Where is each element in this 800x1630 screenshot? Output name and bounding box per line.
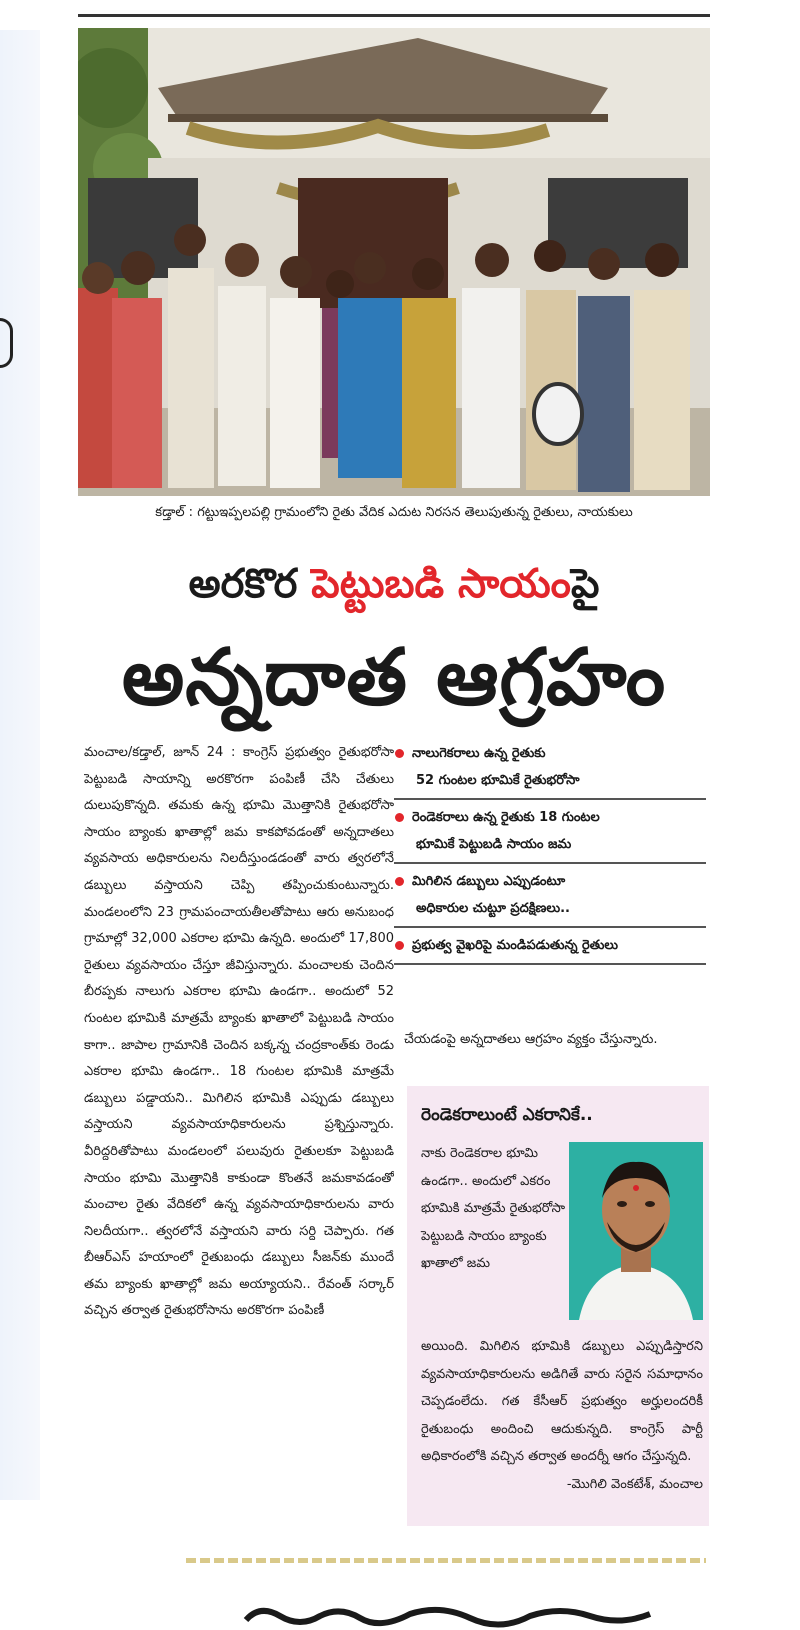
headline-main: అన్నదాత ఆగ్రహం bbox=[121, 633, 667, 723]
quote-box-title: రెండెకరాలుంటే ఎకరానికే.. bbox=[421, 1105, 593, 1125]
adjacent-page-fragment bbox=[0, 318, 13, 368]
highlight-line: అధికారుల చుట్టూ ప్రదక్షిణలు.. bbox=[416, 901, 570, 916]
highlight-divider bbox=[394, 926, 706, 928]
highlight-divider bbox=[394, 862, 706, 864]
red-bullet-icon bbox=[395, 749, 404, 758]
highlights-list bbox=[394, 740, 706, 969]
highlight-item bbox=[394, 740, 706, 794]
highlight-divider bbox=[394, 798, 706, 800]
article-body-continuation: చేయడంపై అన్నదాతలు ఆగ్రహం వ్యక్తం చేస్తున్నారు. bbox=[404, 1032, 658, 1047]
headline-kicker-suffix: పై bbox=[570, 561, 600, 607]
highlight-item bbox=[394, 804, 706, 858]
next-article-headline-cut bbox=[240, 1586, 660, 1630]
headline-kicker bbox=[78, 558, 710, 610]
highlight-line: నాలుగెకరాలు ఉన్న రైతుకు bbox=[412, 746, 546, 761]
quote-attribution: -మొగిలి వెంకటేశ్, మంచాల bbox=[566, 1476, 703, 1492]
headline-kicker-highlight: పెట్టుబడి సాయం bbox=[311, 561, 571, 607]
highlight-line: ప్రభుత్వ వైఖరిపై మండిపడుతున్న రైతులు bbox=[412, 938, 619, 953]
headline-kicker-prefix: అరకొర bbox=[188, 561, 312, 607]
farmer-portrait-photo bbox=[569, 1142, 703, 1320]
highlight-line: 52 గుంటల భూమికే రైతుభరోసా bbox=[416, 773, 580, 788]
news-photo bbox=[78, 28, 710, 496]
left-page-margin bbox=[0, 30, 40, 1500]
farmer-quote-box bbox=[407, 1086, 709, 1526]
highlight-line: మిగిలిన డబ్బులు ఎప్పుడంటూ bbox=[412, 874, 566, 889]
photo-caption: కడ్తాల్ : గట్టుఇప్పలపల్లి గ్రామంలోని రైతు వేదిక ఎదుట నిరసన తెలుపుతున్న రైతులు, నాయకులు bbox=[155, 505, 633, 520]
red-bullet-icon bbox=[395, 941, 404, 950]
highlight-item bbox=[394, 932, 706, 959]
highlight-line: రెండెకరాలు ఉన్న రైతుకు 18 గుంటల bbox=[412, 810, 600, 825]
highlight-line: భూమికే పెట్టుబడి సాయం జమ bbox=[416, 837, 572, 852]
quote-text-beside-photo: నాకు రెండెకరాల భూమి ఉండగా.. అందులో ఎకరం భూమికి మాత్రమే రైతుభరోసా పెట్టుబడి సాయం బ్యాంకు ఖాతాలో జమ bbox=[421, 1146, 566, 1272]
article-body-left-column: మంచాల/కడ్తాల్, జూన్ 24 : కాంగ్రెస్ ప్రభుత్వం రైతుభరోసా పెట్టుబడి సాయాన్ని అరకొరగా పంపిణీ చేసి చేతులు దులుపుకొన్నది. తమకు ఉన్న భూమి మొత్తానికి రైతుభరోసా సాయం బ్యాంకు ఖాతాల్లో జమ కాకపోవడంతో అన్నదాతలు వ్యవసాయ అధికారులను నిలదీస్తుండడంతో వారు త్వరలోనే డబ్బులు వస్తాయని చెప్పి తప్పించుకుంటున్నారు. మండలంలోని 23 గ్రామపంచాయతీలతోపాటు ఆరు అనుబంధ గ్రామాల్లో 32,000 ఎకరాల భూమి ఉన్నది. అందులో 17,800 రైతులు వ్యవసాయం చేస్తూ జీవిస్తున్నారు. మంచాలకు చెందిన బీరప్పకు నాలుగు ఎకరాల భూమి ఉండగా.. అందులో 52 గుంటల భూమికి మాత్రమే బ్యాంకు ఖాతాలో పెట్టుబడి సాయం కాగా.. జాపాల గ్రామానికి చెందిన బక్కన్న చంద్రకాంత్‌కు రెండు ఎకరాల భూమి ఉండగా.. 18 గుంటల భూమికి మాత్రమే డబ్బులు పడ్డాయని.. మిగిలిన భూమికి ఎప్పుడు డబ్బులు వస్తాయని వ్యవసాయాధికారులను ప్రశ్నిస్తున్నారు. వీరిద్దరితోపాటు మండలంలో పలువురు రైతులకూ పెట్టుబడి సాయం భూమి మొత్తానికి కాకుండా కొంతనే జమకావడంతో మంచాల రైతు వేదికలో ఉన్న వ్యవసాయాధికారులను వారు నిలదీయగా.. త్వరలోనే వస్తాయని వారు సర్ది చెప్పారు. గత బీఆర్‌ఎస్ హయాంలో రైతుబంధు డబ్బులు సీజన్‌కు ముందే తమ బ్యాంకు ఖాతాల్లో జమ అయ్యాయని.. రేవంత్ సర్కార్ వచ్చిన తర్వాత రైతుభరోసాను అరకొరగా పంపిణీ bbox=[84, 745, 394, 1319]
bottom-divider bbox=[186, 1558, 706, 1563]
highlight-item bbox=[394, 868, 706, 922]
quote-text bbox=[421, 1333, 703, 1499]
top-rule bbox=[78, 14, 710, 17]
highlight-divider bbox=[394, 963, 706, 965]
quote-text-continuation: అయింది. మిగిలిన భూమికి డబ్బులు ఎప్పుడిస్తారని వ్యవసాయాధికారులను అడిగితే వారు సరైన సమాధానం చెప్పడంలేదు. గత కేసీఆర్ ప్రభుత్వం అర్హులందరికీ రైతుబంధు అందించి ఆదుకున్నది. కాంగ్రెస్ పార్టీ అధికారంలోకి వచ్చిన తర్వాత అందర్నీ ఆగం చేస్తున్నది. bbox=[421, 1339, 703, 1465]
red-bullet-icon bbox=[395, 877, 404, 886]
red-bullet-icon bbox=[395, 813, 404, 822]
